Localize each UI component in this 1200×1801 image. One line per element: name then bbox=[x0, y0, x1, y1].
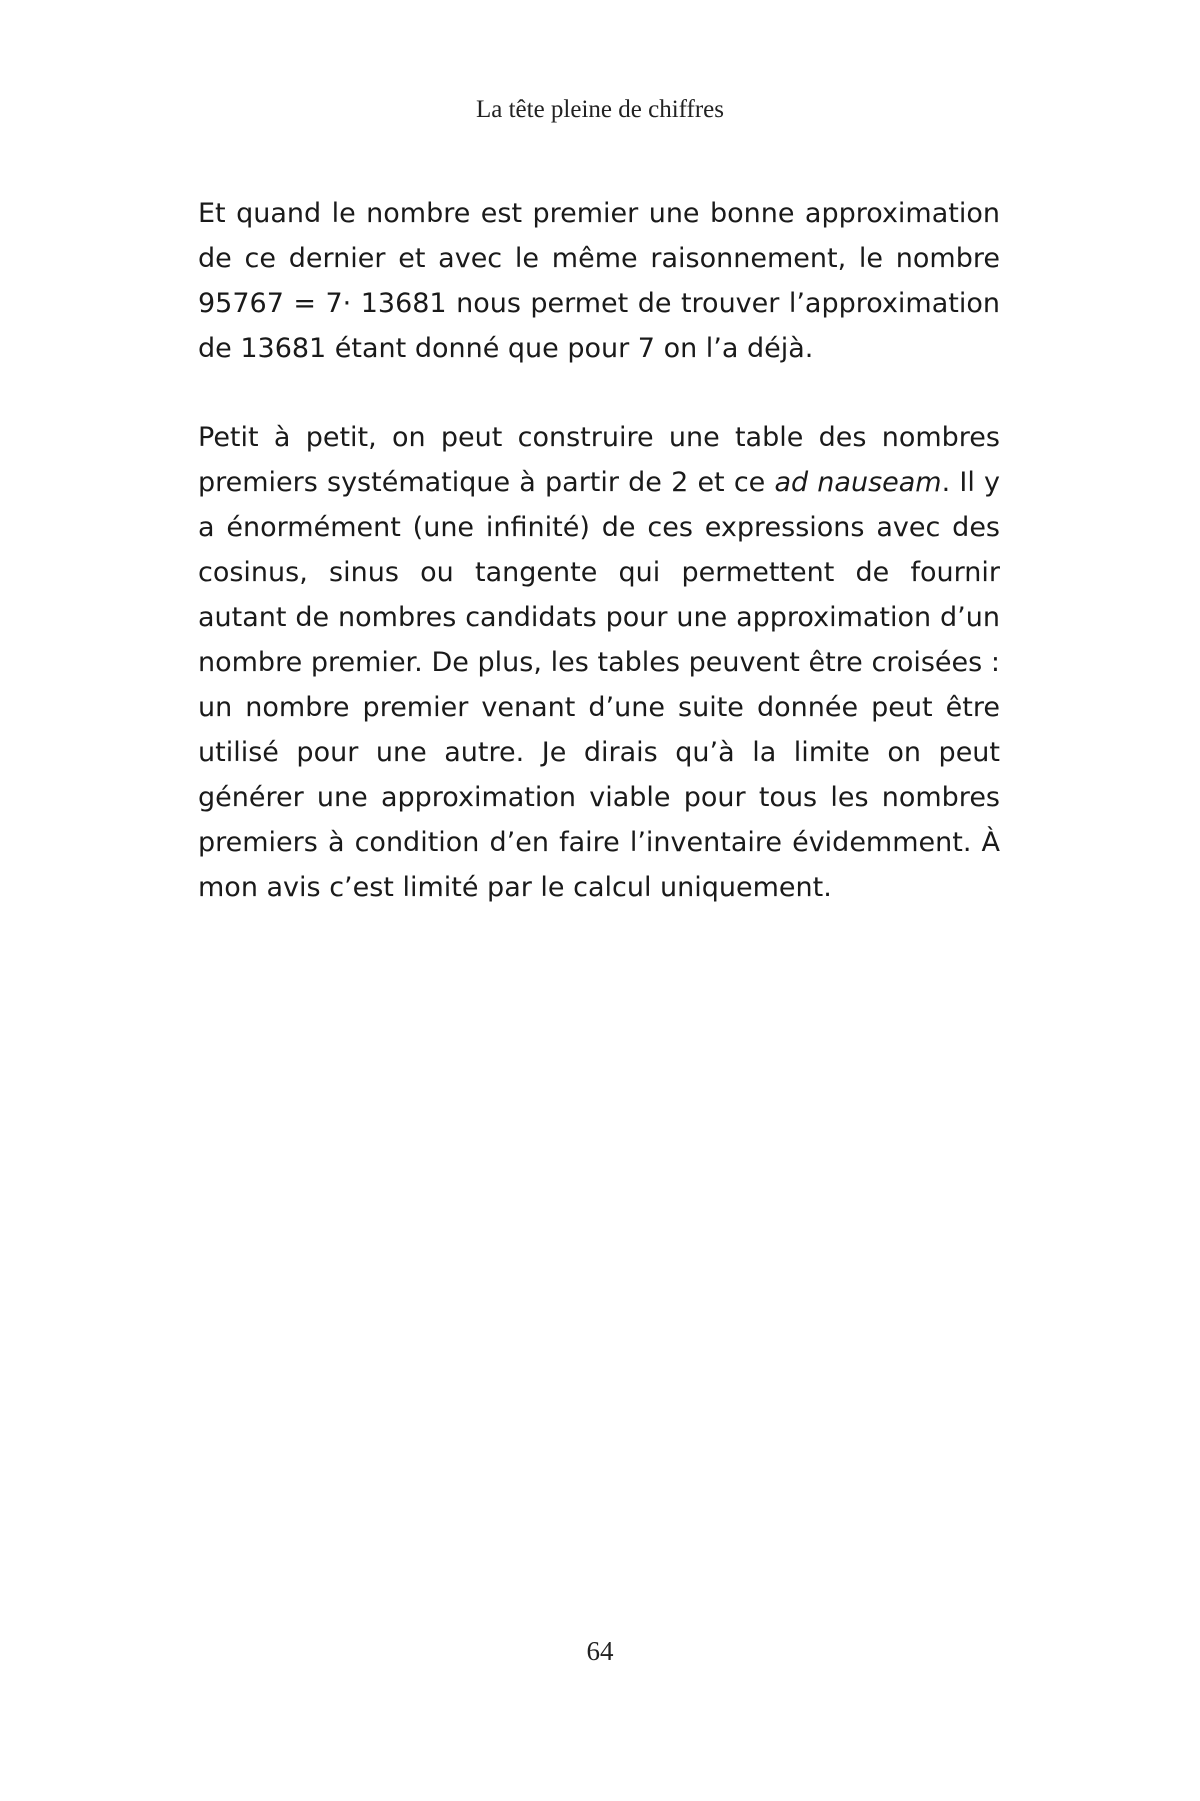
paragraph: Et quand le nombre est premier une bonne approximation de ce dernier et avec le même raisonnement, le nombre 95767 = 7· 13681 nous permet de trouver l’approximation de 13681 étant donné que pour 7 on l’a déjà. bbox=[198, 198, 1000, 364]
paragraph-text: . Il y a énormément (une infinité) de ces expressions avec des cosinus, sinus ou tangente qui permettent de fournir autant de nombres candidats pour une approximation d’un nombre premier. De plus, les tables peuvent être croisées : un nombre premier venant d’une suite donnée peut être utilisé pour une autre. Je dirais qu’à la limite on peut générer une approximation viable pour tous les nombres premiers à condition d’en faire l’inventaire évidemment. À mon avis c’est limité par le calcul uniquement. bbox=[198, 467, 1000, 903]
paragraph bbox=[198, 415, 1000, 910]
paragraph-text: Petit à petit, on peut construire une table des nombres premiers systématique à partir de 2 et ce bbox=[198, 422, 1000, 498]
page-number: 64 bbox=[586, 1636, 614, 1666]
italic-phrase: ad nauseam bbox=[774, 467, 942, 498]
body-text bbox=[198, 191, 1000, 910]
running-header: La tête pleine de chiffres bbox=[475, 96, 725, 123]
